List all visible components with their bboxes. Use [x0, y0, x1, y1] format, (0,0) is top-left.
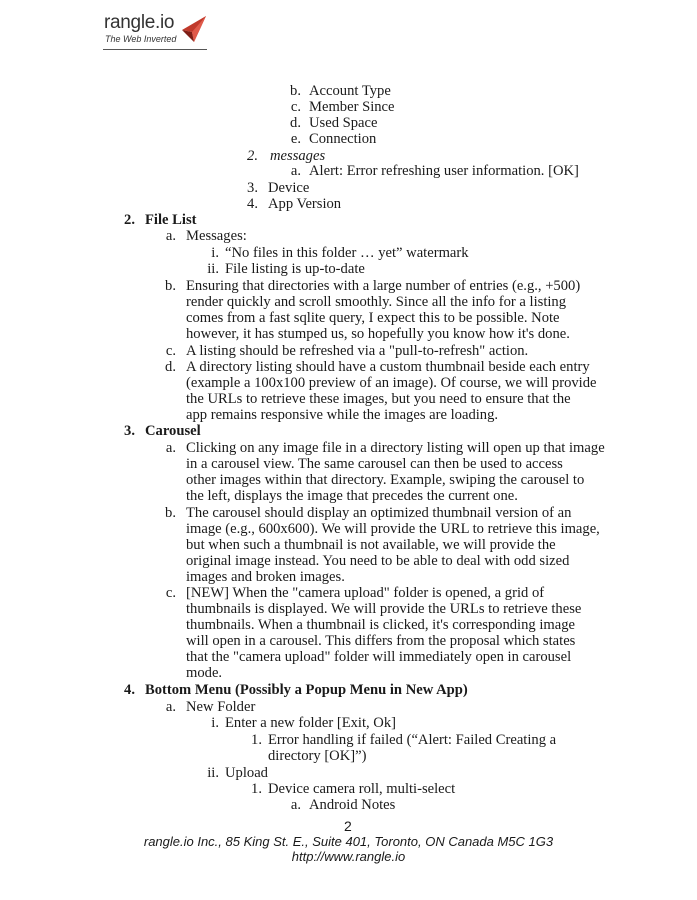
list-item-text: Android Notes — [309, 797, 396, 813]
list-item-text: Connection — [309, 131, 377, 147]
list-item-text: Enter a new folder [Exit, Ok] — [225, 715, 397, 731]
list-item-text: File listing is up-to-date — [225, 261, 365, 277]
list-item-text: render quickly and scroll smoothly. Since all the info for a listing — [186, 294, 567, 310]
list-item-text: Error handling if failed (“Alert: Failed Creating a — [268, 732, 557, 748]
list-number: 2. — [247, 148, 258, 164]
list-item-text: messages — [270, 148, 326, 164]
list-item-text: image (e.g., 600x600). We will provide the URL to retrieve this image, — [186, 521, 600, 537]
list-number: b. — [290, 83, 301, 99]
logo-name: rangle.io — [104, 12, 175, 33]
list-item-text: Member Since — [309, 99, 395, 115]
list-item-text: Alert: Error refreshing user information. [OK] — [309, 163, 579, 179]
logo-tagline: The Web Inverted — [105, 34, 177, 44]
list-item-text: directory [OK]”) — [268, 748, 367, 764]
list-number: i. — [211, 245, 219, 261]
list-item-text: “No files in this folder … yet” watermark — [225, 245, 469, 261]
section-heading: Carousel — [145, 423, 201, 439]
list-number: a. — [165, 440, 176, 456]
list-number: 4. — [247, 196, 258, 212]
list-item-text: New Folder — [186, 699, 256, 715]
list-item-text: but when such a thumbnail is not available, we will provide the — [186, 537, 556, 553]
list-number: 3. — [124, 423, 135, 439]
list-number: b. — [165, 505, 176, 521]
list-item-text: Ensuring that directories with a large number of entries (e.g., +500) — [186, 278, 581, 294]
list-item-text: A listing should be refreshed via a "pull-to-refresh" action. — [186, 343, 529, 359]
list-number: b. — [165, 278, 176, 294]
list-item-text: The carousel should display an optimized thumbnail version of an — [186, 505, 572, 521]
list-item-text: mode. — [186, 665, 223, 681]
list-item-text: App Version — [268, 196, 342, 212]
list-number: c. — [165, 343, 176, 359]
list-item-text: images and broken images. — [186, 569, 345, 585]
list-item-text: that the "camera upload" folder will immediately open in carousel — [186, 649, 572, 665]
page-number: 2 — [344, 818, 352, 834]
list-item-text: Upload — [225, 765, 268, 781]
list-number: e. — [290, 131, 301, 147]
list-item-text: Clicking on any image file in a directory listing will open up that image — [186, 440, 605, 456]
list-item-text: app remains responsive while the images are loading. — [186, 407, 499, 423]
list-item-text: in a carousel view. The same carousel can then be used to access — [186, 456, 563, 472]
list-number: i. — [211, 715, 219, 731]
list-number: a. — [290, 163, 301, 179]
header-rule — [103, 49, 207, 50]
list-item-text: Device camera roll, multi-select — [268, 781, 456, 797]
list-item-text: Messages: — [186, 228, 247, 244]
list-number: 2. — [124, 212, 135, 228]
footer-address: rangle.io Inc., 85 King St. E., Suite 401, Toronto, ON Canada M5C 1G3 — [143, 834, 554, 849]
list-item-text: however, it has stumped us, so hopefully you know how it's done. — [186, 326, 570, 342]
list-item-text: the URLs to retrieve these images, but you need to ensure that the — [186, 391, 571, 407]
list-number: 3. — [247, 180, 258, 196]
list-item-text: [NEW] When the "camera upload" folder is opened, a grid of — [186, 585, 545, 601]
list-item-text: the left, displays the image that precedes the current one. — [186, 488, 518, 504]
list-number: a. — [290, 797, 301, 813]
list-item-text: original image instead. You need to be able to deal with odd sized — [186, 553, 570, 569]
list-item-text: Used Space — [309, 115, 378, 131]
list-number: c. — [165, 585, 176, 601]
section-heading: Bottom Menu (Possibly a Popup Menu in New App) — [145, 682, 468, 698]
list-item-text: comes from a fast sqlite query, I expect this to be possible. Note — [186, 310, 560, 326]
footer-url: http://www.rangle.io — [291, 849, 406, 864]
list-item-text: will open in a carousel. This differs from the proposal which states — [186, 633, 576, 649]
list-number: 1. — [251, 732, 262, 748]
list-number: d. — [290, 115, 301, 131]
list-item-text: thumbnails is displayed. We will provide the URLs to retrieve these — [186, 601, 582, 617]
list-item-text: other images within that directory. Example, swiping the carousel to — [186, 472, 585, 488]
list-number: a. — [165, 228, 176, 244]
list-number: 1. — [251, 781, 262, 797]
list-item-text: Account Type — [309, 83, 391, 99]
list-item-text: A directory listing should have a custom thumbnail beside each entry — [186, 359, 590, 375]
list-number: 4. — [124, 682, 135, 698]
paper-plane-icon — [180, 14, 208, 44]
list-number: a. — [165, 699, 176, 715]
list-item-text: (example a 100x100 preview of an image). Of course, we will provide — [186, 375, 597, 391]
section-heading: File List — [145, 212, 197, 228]
list-item-text: Device — [268, 180, 310, 196]
list-number: ii. — [207, 261, 219, 277]
list-number: ii. — [207, 765, 219, 781]
company-logo — [104, 12, 208, 52]
list-item-text: thumbnails. When a thumbnail is clicked, it's corresponding image — [186, 617, 576, 633]
list-number: c. — [290, 99, 301, 115]
list-number: d. — [165, 359, 176, 375]
